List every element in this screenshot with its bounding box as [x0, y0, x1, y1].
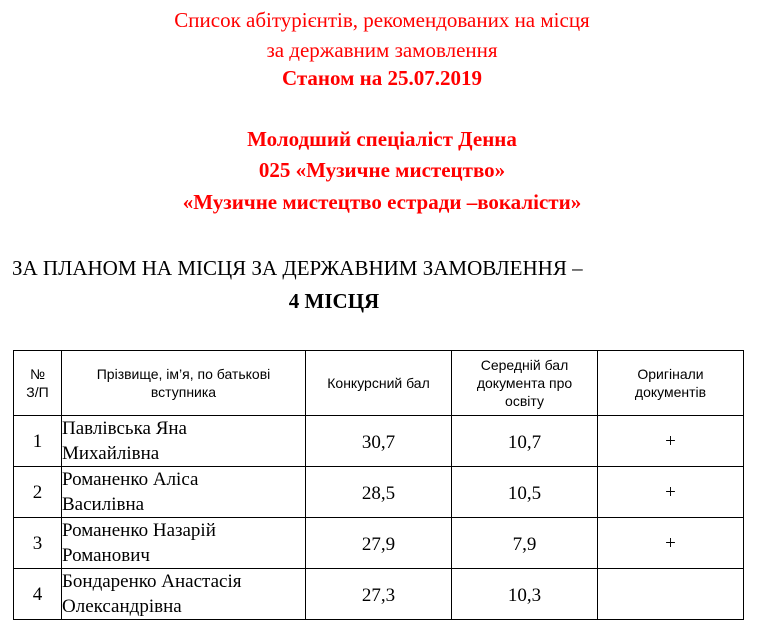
- header-name-line-1: Прізвище, ім’я, по батькові: [96, 366, 271, 382]
- row-score: 27,3: [361, 584, 396, 606]
- table-row: [14, 467, 744, 518]
- row-surname-name: Романенко Назарій: [62, 520, 216, 541]
- row-average-cell: [452, 467, 598, 518]
- row-score: 28,5: [361, 482, 396, 504]
- header-name: [62, 351, 306, 416]
- row-average: 10,7: [507, 431, 542, 453]
- header-number: [14, 351, 62, 416]
- row-name: [62, 518, 306, 569]
- heading-date: Станом на 25.07.2019: [281, 66, 483, 90]
- table-row: [14, 569, 744, 620]
- row-patronymic: Михайлівна: [62, 443, 160, 464]
- table-header-row: [14, 351, 744, 416]
- header-average-line-1: Середній бал: [480, 357, 569, 373]
- header-average: [452, 351, 598, 416]
- row-number: 4: [14, 569, 62, 620]
- row-average-cell: [452, 518, 598, 569]
- heading-title-line-2: за державним замовлення: [266, 38, 498, 62]
- header-number-line-1: №: [29, 366, 46, 382]
- applicants-table: [13, 350, 744, 620]
- row-average: 10,5: [507, 482, 542, 504]
- row-originals: [598, 569, 744, 620]
- table-row: [14, 518, 744, 569]
- row-name: [62, 569, 306, 620]
- heading-title-line-1: Список абітурієнтів, рекомендованих на місця: [174, 8, 590, 32]
- row-score-cell: [306, 569, 452, 620]
- row-name: [62, 416, 306, 467]
- heading-program: «Музичне мистецтво естради –вокалісти»: [182, 190, 582, 214]
- row-name: [62, 467, 306, 518]
- row-originals: +: [598, 467, 744, 518]
- header-average-line-2: документа про: [476, 375, 573, 391]
- plan-count: 4 МІСЦЯ: [288, 289, 380, 313]
- row-score: 27,9: [361, 533, 396, 555]
- header-name-line-2: вступника: [150, 384, 217, 400]
- header-originals-line-1: Оригінали: [637, 366, 704, 382]
- row-surname-name: Романенко Аліса: [62, 469, 199, 490]
- row-score: 30,7: [361, 431, 396, 453]
- row-number: 1: [14, 416, 62, 467]
- row-score-cell: [306, 416, 452, 467]
- row-originals: +: [598, 416, 744, 467]
- row-average: 7,9: [512, 533, 537, 555]
- table-row: [14, 416, 744, 467]
- plan-text: ЗА ПЛАНОМ НА МІСЦЯ ЗА ДЕРЖАВНИМ ЗАМОВЛЕННЯ –: [12, 256, 583, 280]
- row-patronymic: Олександрівна: [62, 596, 182, 617]
- row-average-cell: [452, 569, 598, 620]
- heading-specialty: 025 «Музичне мистецтво»: [258, 158, 506, 182]
- row-surname-name: Павлівська Яна: [62, 418, 187, 439]
- row-patronymic: Романович: [62, 545, 150, 566]
- header-score-line-1: Конкурсний бал: [327, 375, 430, 391]
- header-average-line-3: освіту: [505, 393, 544, 409]
- row-average: 10,3: [507, 584, 542, 606]
- header-score: [306, 351, 452, 416]
- header-originals-line-2: документів: [634, 384, 707, 400]
- row-patronymic: Василівна: [62, 494, 145, 515]
- heading-degree: Молодший спеціаліст Денна: [247, 127, 517, 151]
- row-surname-name: Бондаренко Анастасія: [62, 571, 242, 592]
- row-average-cell: [452, 416, 598, 467]
- row-score-cell: [306, 467, 452, 518]
- row-originals: +: [598, 518, 744, 569]
- row-number: 3: [14, 518, 62, 569]
- row-score-cell: [306, 518, 452, 569]
- header-number-line-2: З/П: [26, 384, 49, 400]
- header-originals: [598, 351, 744, 416]
- row-number: 2: [14, 467, 62, 518]
